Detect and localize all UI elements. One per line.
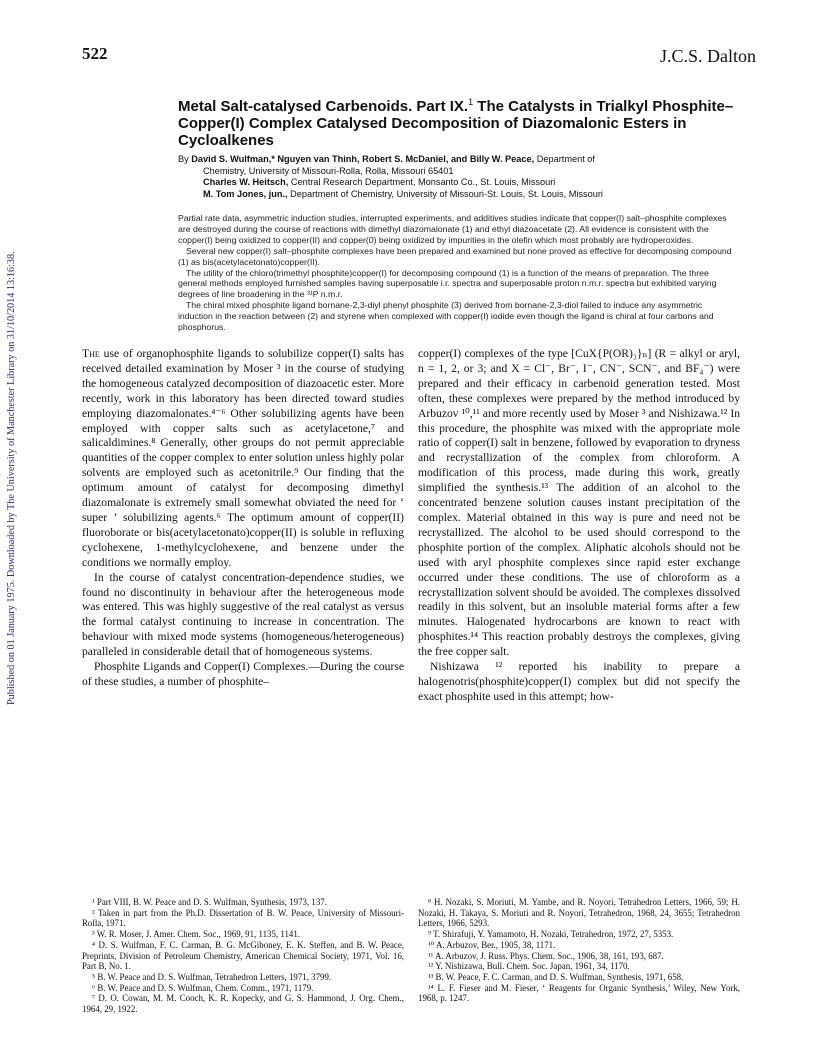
page-number: 522 — [82, 44, 108, 63]
footnote: ¹⁰ A. Arbuzov, Ber., 1905, 38, 1171. — [428, 939, 556, 950]
body-paragraph: Nishizawa ¹² reported his inability to prepare a halogenotris(phosphite)copper(I) complex but did not specify the exact phosphite used in this attempt; how- — [418, 660, 740, 703]
abstract-paragraph: The utility of the chloro(trimethyl phosphite)copper(I) for decomposing compound (1) is a function of the means of preparation. The three general methods employed furnished samples having superposable i.r. spectra and superposable proton n.m.r. spectra but exhibited varying degrees of line broadening in the ³¹P n.m.r. — [178, 267, 717, 300]
footnote: ⁵ B. W. Peace and D. S. Wulfman, Tetrahedron Letters, 1971, 3799. — [92, 971, 332, 982]
section-heading-paragraph: Phosphite Ligands and Copper(I) Complexes.—During the course of these studies, a number of phosphite– — [82, 660, 404, 688]
body-column-right — [418, 347, 740, 705]
author-block — [178, 154, 748, 200]
footnote: ³ W. R. Moser, J. Amer. Chem. Soc., 1969, 91, 1135, 1141. — [92, 929, 300, 940]
lead-word: The — [82, 347, 100, 360]
footnote: ⁶ B. W. Peace and D. S. Wulfman, Chem. Comm., 1971, 1179. — [92, 982, 314, 993]
abstract — [178, 213, 738, 333]
footnote: ¹³ B. W. Peace, F. C. Carman, and D. S. Wulfman, Synthesis, 1971, 658. — [428, 971, 684, 982]
footnote: ¹² Y. Nishizawa, Bull. Chem. Soc. Japan, 1961, 34, 1170. — [428, 961, 630, 972]
body-paragraph: In the course of catalyst concentration-dependence studies, we found no discontinuity in behaviour after the heterogeneous mode was entered. This was highly suggestive of the real catalyst as versus the formal catalyst continuing to increase in concentration. The behaviour with mixed mode systems (homogeneous/heterogeneous) paralleled in considerable detail that of homogeneous systems. — [82, 570, 404, 659]
journal-name: J.C.S. Dalton — [659, 46, 756, 66]
author-line — [178, 166, 748, 178]
abstract-paragraph: Partial rate data, asymmetric induction studies, interrupted experiments, and additives studies indicate that copper(I) salt–phosphite complexes are destroyed during the course of reactions with dimethyl diazomalonate (1) and ethyl diazoacetate (2). All evidence is consistent with the copper(I) being oxidized to copper(II) and copper(0) being oxidized by impurities in the olefin which most probably are hydroperoxides. — [178, 213, 727, 245]
author-line — [178, 154, 748, 166]
author-prefix: By — [178, 154, 192, 164]
paragraph-text: use of organophosphite ligands to solubilize copper(I) salts has received detailed examination by Moser ³ in the course of studying the homogeneous catalyzed decomposition of diazoacetic ester. More recently, work in this laboratory has been directed toward studies employing diazomalonates.⁴⁻⁶ Other solubilizing agents have been employed with copper salts such as acetylacetone,⁷ and salicaldimines.⁸ Generally, other groups do not permit appreciable quantities of the copper complex to enter solution unless highly polar solvents are employed such as acetonitrile.⁹ Our finding that the optimum amount of catalyst for decomposing dimethyl diazomalonate is extremely small somewhat obviated the need for ‘ super ’ solubilizing agents.⁶ The optimum amount of copper(II) fluoroborate or bis(acetylacetonato)copper(II) is soluble in refluxing cyclohexene, 1-methylcyclohexene, and benzene under the conditions we normally employ. — [82, 347, 404, 569]
footnote: ⁸ H. Nozaki, S. Moriuti, M. Yambe, and R. Noyori, Tetrahedron Letters, 1966, 59; H. Nozaki, H. Takaya, S. Moriuti and R. Noyori, Tetrahedron, 1968, 24, 3655; Tetrahedron Letters, 1966, 5293. — [418, 897, 740, 929]
body-column-left — [82, 347, 404, 690]
download-stamp-text: Published on 01 January 1975. Downloaded by The University of Manchester Library on 31/10/2014 13:16:38. — [6, 251, 17, 705]
title-part1: Metal Salt-catalysed Carbenoids. Part IX. — [178, 98, 469, 115]
title-part2: The Catalysts in Trialkyl Phosphite–Copper(I) Complex Catalysed Decomposition of Diazomalonic Esters in Cycloalkenes — [178, 98, 734, 149]
author-names: M. Tom Jones, jun., — [203, 188, 288, 199]
abstract-paragraph: Several new copper(I) salt–phosphite complexes have been prepared and examined but none proved as effective for decomposing compound (1) as bis(acetylacetonato)copper(II). — [178, 245, 732, 267]
abstract-paragraph: The chiral mixed phosphite ligand bornane-2,3-diyl phenyl phosphite (3) derived from bornane-2,3-diol failed to induce any asymmetric induction in the reaction between (2) and styrene when complexed with copper(I) iodide even though the ligand is chiral at four carbons and phosphorus. — [178, 300, 714, 333]
author-line — [178, 177, 748, 189]
footnote: ¹⁴ L. F. Fieser and M. Fieser, ‘ Reagents for Organic Synthesis,’ Wiley, New York, 1968, p. 1247. — [418, 982, 740, 1004]
author-names: David S. Wulfman,* Nguyen van Thinh, Robert S. McDaniel, and Billy W. Peace, — [191, 154, 535, 164]
author-affiliation: Central Research Department, Monsanto Co., St. Louis, Missouri — [288, 177, 556, 187]
article-title — [178, 94, 748, 149]
title-ref: 1 — [468, 97, 474, 107]
author-affiliation: Department of — [534, 154, 595, 164]
footnote: ¹ Part VIII, B. W. Peace and D. S. Wulfman, Synthesis, 1973, 137. — [92, 897, 327, 907]
footnote: ¹¹ A. Arbuzov, J. Russ. Phys. Chem. Soc., 1906, 38, 161, 193, 687. — [428, 950, 664, 961]
author-names: Charles W. Heitsch, — [203, 177, 289, 187]
footnotes-left — [82, 897, 404, 1015]
body-paragraph: copper(I) complexes of the type [CuX{P(OR)₃}ₙ] (R = alkyl or aryl, n = 1, 2, or 3; and X = Cl⁻, Br⁻, I⁻, CN⁻, SCN⁻, and BF₄⁻) were prepared and their efficacy in carbenoid generation tested. Most often, these complexes were prepared by the method introduced by Arbuzov ¹⁰,¹¹ and more recently used by Moser ³ and Nishizawa.¹² In this procedure, the phosphite was mixed with the appropriate mole ratio of copper(I) salt in benzene, followed by evaporation to dryness and recrystallization of the complex from chloroform. A modification of this process, made during this work, greatly simplified the synthesis.¹³ The addition of an alcohol to the concentrated benzene solution causes instant precipitation of the complex. Material obtained in this way is pure and need not be recrystallized. The alcohol to be used should correspond to the phosphite portion of the complex. Aliphatic alcohols should not be used with aryl phosphite complexes since rapid ester exchange occurred under these conditions. The use of chloroform as a recrystallization solvent should be avoided. The complexes dissolved readily in this solvent, but an insoluble material forms after a few minutes. Halogenated hydrocarbons are known to react with phosphites.¹⁴ This reaction probably destroys the complexes, giving the free copper salt. — [418, 347, 740, 659]
author-affiliation: Department of Chemistry, University of Missouri-St. Louis, St. Louis, Missouri — [287, 188, 603, 199]
author-affiliation: Chemistry, University of Missouri-Rolla, Rolla, Missouri 65401 — [203, 165, 454, 176]
author-line — [178, 189, 748, 201]
download-stamp — [6, 145, 20, 705]
footnote: ⁹ T. Shirafuji, Y. Yamamoto, H. Nozaki, Tetrahedron, 1972, 27, 5353. — [428, 929, 674, 940]
body-paragraph — [82, 347, 404, 571]
footnote: ² Taken in part from the Ph.D. Dissertation of B. W. Peace, University of Missouri-Rolla, 1971. — [82, 907, 404, 929]
footnotes-right — [418, 897, 740, 1004]
footnote: ⁷ D. O. Cowan, M. M. Cooch, K. R. Kopecky, and G. S. Hammond, J. Org. Chem., 1964, 29, 1922. — [82, 993, 404, 1015]
footnote: ⁴ D. S. Wulfman, F. C. Carman, B. G. McGiboney, E. K. Steffen, and B. W. Peace, Preprints, Division of Petroleum Chemistry, American Chemical Society, 1971, Vol. 16, Part B, No. 1. — [82, 939, 404, 972]
